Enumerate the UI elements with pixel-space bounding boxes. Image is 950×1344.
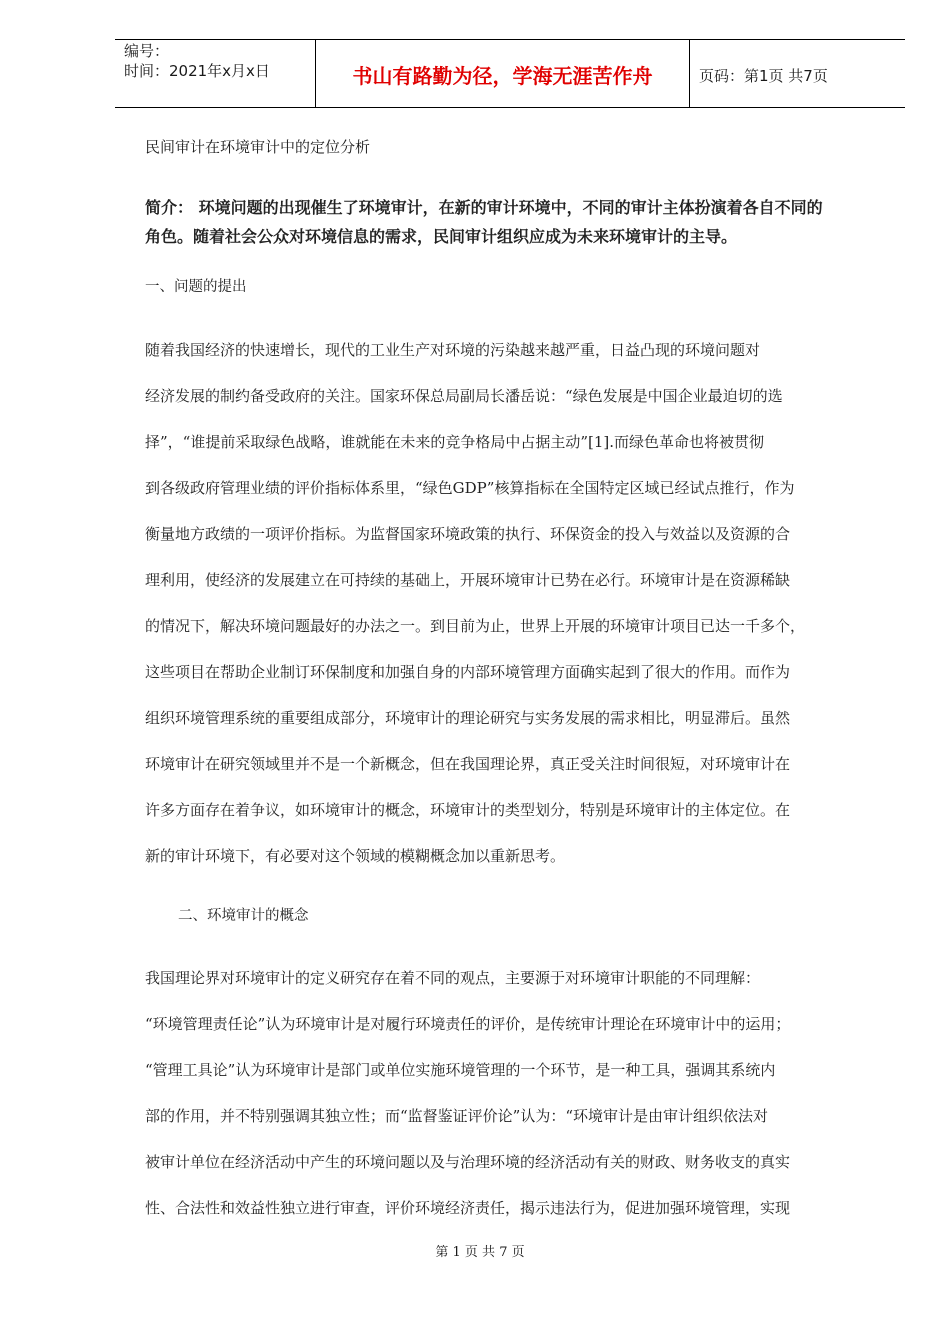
text-line: 随着我国经济的快速增长，现代的工业生产对环境的污染越来越严重，日益凸现的环境问题对 xyxy=(145,341,761,359)
header-meta-cell xyxy=(115,40,316,107)
page-label: 页码：第1页 共7页 xyxy=(699,67,828,85)
text-line: 组织环境管理系统的重要组成部分，环境审计的理论研究与实务发展的需求相比，明显滞后。虽然 xyxy=(145,709,791,727)
text-line: 这些项目在帮助企业制订环保制度和加强自身的内部环境管理方面确实起到了很大的作用。而作为 xyxy=(145,663,791,681)
intro-line: 角色。随着社会公众对环境信息的需求，民间审计组织应成为未来环境审计的主导。 xyxy=(145,227,738,246)
text-line: 到各级政府管理业绩的评价指标体系里，“绿色GDP”核算指标在全国特定区域已经试点推行，作为 xyxy=(145,479,795,497)
text-line: 的情况下，解决环境问题最好的办法之一。到目前为止，世界上开展的环境审计项目已达一千多个， xyxy=(145,617,806,635)
text-line: 被审计单位在经济活动中产生的环境问题以及与治理环境的经济活动有关的财政、财务收支的真实 xyxy=(145,1153,791,1171)
motto: 书山有路勤为径，学海无涯苦作舟 xyxy=(352,64,653,88)
text-line: “环境管理责任论”认为环境审计是对履行环境责任的评价，是传统审计理论在环境审计中的运用； xyxy=(145,1015,791,1033)
text-line: 择”，“谁提前采取绿色战略，谁就能在未来的竞争格局中占据主动”[1].而绿色革命也将被贯彻 xyxy=(145,433,765,451)
number-label: 编号： xyxy=(124,42,170,60)
document-header xyxy=(115,39,905,108)
text-line: 部的作用，并不特别强调其独立性；而“监督鉴证评价论”认为：“环境审计是由审计组织依法对 xyxy=(145,1107,769,1125)
text-line: 衡量地方政绩的一项评价指标。为监督国家环境政策的执行、环保资金的投入与效益以及资源的合 xyxy=(145,525,791,543)
section-heading-2: 二、环境审计的概念 xyxy=(178,908,309,924)
section-2-paragraph xyxy=(145,955,885,1231)
text-line: 环境审计在研究领域里并不是一个新概念，但在我国理论界，真正受关注时间很短，对环境审计在 xyxy=(145,755,791,773)
page-footer: 第 1 页 共 7 页 xyxy=(435,1245,525,1260)
intro-line: 简介： 环境问题的出现催生了环境审计，在新的审计环境中，不同的审计主体扮演着各自不同的 xyxy=(145,198,823,217)
text-line: 我国理论界对环境审计的定义研究存在着不同的观点，主要源于对环境审计职能的不同理解： xyxy=(145,969,761,987)
section-heading-1: 一、问题的提出 xyxy=(145,279,247,295)
text-line: 经济发展的制约备受政府的关注。国家环保总局副局长潘岳说：“绿色发展是中国企业最迫切的选 xyxy=(145,387,783,405)
text-line: 新的审计环境下，有必要对这个领域的模糊概念加以重新思考。 xyxy=(145,847,566,865)
header-motto-cell xyxy=(316,40,690,107)
header-page-cell xyxy=(690,40,905,107)
section-1-paragraph xyxy=(145,327,885,879)
time-label: 时间：2021年x月x日 xyxy=(124,62,270,80)
text-line: 性、合法性和效益性独立进行审查，评价环境经济责任，揭示违法行为，促进加强环境管理，实现 xyxy=(145,1199,791,1217)
text-line: “管理工具论”认为环境审计是部门或单位实施环境管理的一个环节，是一种工具，强调其系统内 xyxy=(145,1061,776,1079)
text-line: 许多方面存在着争议，如环境审计的概念，环境审计的类型划分，特别是环境审计的主体定位。在 xyxy=(145,801,791,819)
intro-summary xyxy=(145,193,885,251)
page-title: 民间审计在环境审计中的定位分析 xyxy=(145,138,371,156)
text-line: 理利用，使经济的发展建立在可持续的基础上，开展环境审计已势在必行。环境审计是在资源稀缺 xyxy=(145,571,791,589)
